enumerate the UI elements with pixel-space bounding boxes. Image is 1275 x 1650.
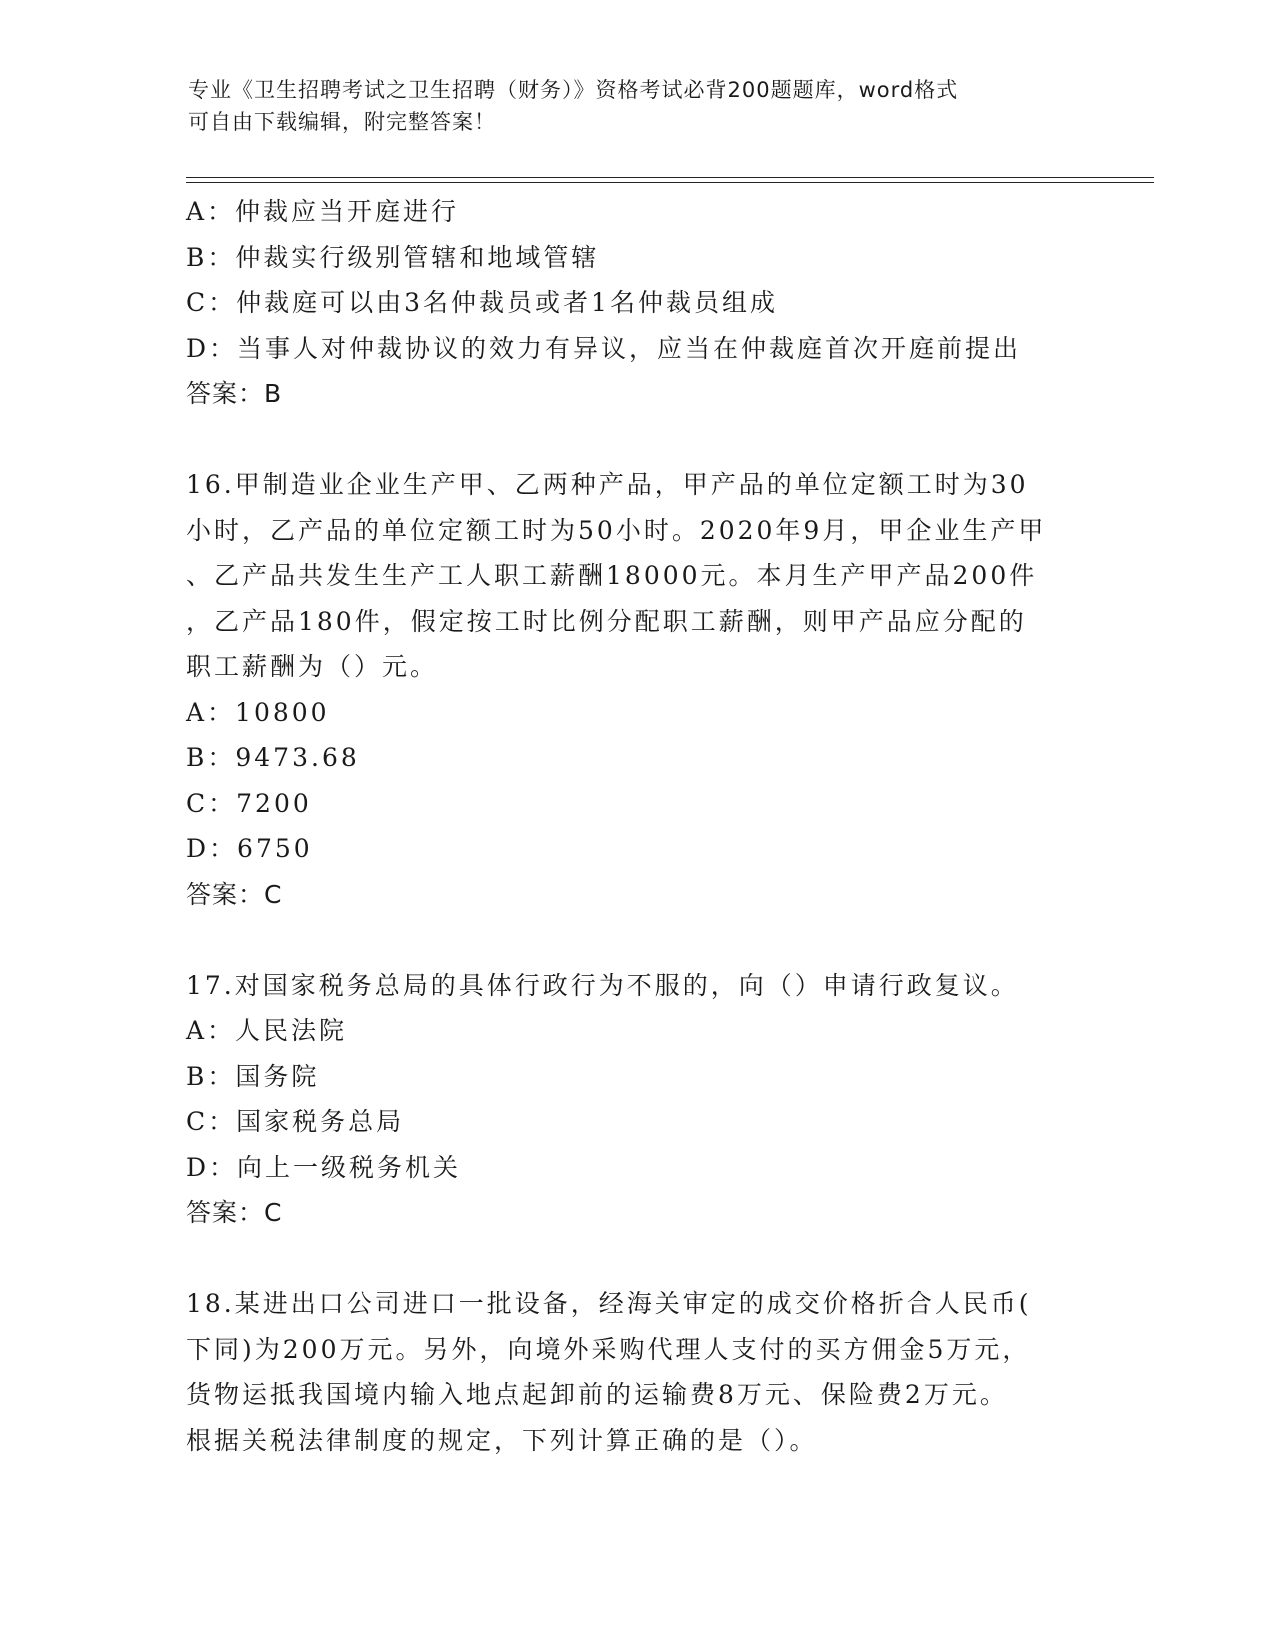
- document-header: [188, 74, 1068, 138]
- question-stem-line: 下同)为200万元。另外，向境外采购代理人支付的买方佣金5万元，: [186, 1334, 1031, 1364]
- question-stem-line: 17.对国家税务总局的具体行政行为不服的，向（）申请行政复议。: [186, 970, 1019, 1000]
- answer: 答案：C: [186, 879, 283, 909]
- spacer: [186, 1236, 1086, 1282]
- question-18: [186, 1281, 1086, 1463]
- question-stem-line: 小时，乙产品的单位定额工时为50小时。2020年9月，甲企业生产甲: [186, 515, 1047, 545]
- option-b: B：仲裁实行级别管辖和地域管辖: [186, 242, 600, 272]
- question-stem-line: 根据关税法律制度的规定，下列计算正确的是（）。: [186, 1425, 818, 1455]
- question-stem-line: ，乙产品180件，假定按工时比例分配职工薪酬，则甲产品应分配的: [186, 606, 1027, 636]
- header-line-2: 可自由下载编辑，附完整答案！: [188, 110, 496, 134]
- question-15: [186, 189, 1086, 417]
- question-17: [186, 963, 1086, 1236]
- option-a: A：人民法院: [186, 1016, 348, 1045]
- document-body: [186, 189, 1086, 1463]
- question-stem-line: 职工薪酬为（）元。: [186, 652, 439, 681]
- header-divider-top: [186, 177, 1154, 178]
- option-a: A：仲裁应当开庭进行: [186, 197, 460, 226]
- question-16: [186, 462, 1086, 917]
- question-stem-line: 、乙产品共发生生产工人职工薪酬18000元。本月生产甲产品200件: [186, 561, 1038, 590]
- option-d: D：当事人对仲裁协议的效力有异议，应当在仲裁庭首次开庭前提出: [186, 333, 1022, 363]
- spacer: [186, 417, 1086, 463]
- question-stem-line: 货物运抵我国境内输入地点起卸前的运输费8万元、保险费2万元。: [186, 1380, 1008, 1409]
- header-line-1: 专业《卫生招聘考试之卫生招聘（财务）》资格考试必背200题题库，word格式: [188, 78, 959, 102]
- option-d: D：6750: [186, 834, 313, 863]
- question-stem-line: 16.甲制造业企业生产甲、乙两种产品，甲产品的单位定额工时为30: [186, 470, 1029, 499]
- spacer: [186, 917, 1086, 963]
- option-c: C：国家税务总局: [186, 1107, 405, 1136]
- option-b: B：9473.68: [186, 743, 360, 772]
- option-b: B：国务院: [186, 1061, 320, 1091]
- option-d: D：向上一级税务机关: [186, 1152, 462, 1182]
- answer: 答案：C: [186, 1198, 283, 1227]
- option-c: C：7200: [186, 788, 312, 818]
- option-c: C：仲裁庭可以由3名仲裁员或者1名仲裁员组成: [186, 288, 778, 317]
- option-a: A：10800: [186, 697, 330, 727]
- answer: 答案：B: [186, 379, 283, 408]
- question-stem-line: 18.某进出口公司进口一批设备，经海关审定的成交价格折合人民币(: [186, 1289, 1032, 1318]
- header-divider-bottom: [186, 182, 1154, 183]
